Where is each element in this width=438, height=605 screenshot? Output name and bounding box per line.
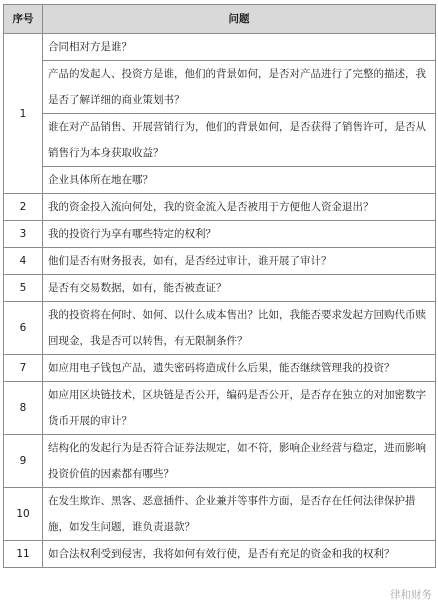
header-question: 问题 [43,5,436,34]
row-number: 10 [4,488,43,541]
question-cell: 我的投资行为享有哪些特定的权利？ [43,221,436,248]
row-number: 8 [4,382,43,435]
header-number: 序号 [4,5,43,34]
question-cell: 如合法权利受到侵害，我将如何有效行使，是否有充足的资金和我的权利？ [43,541,436,568]
question-cell: 在发生欺诈、黑客、恶意插件、企业兼并等事件方面，是否存在任何法律保护措施，如发生问题，谁负责退款？ [43,488,436,541]
watermark-text: 律和财务 [390,589,432,601]
table-row [4,275,436,302]
table-row [4,61,436,114]
table-row [4,114,436,167]
row-number: 1 [4,34,43,194]
table-row [4,302,436,355]
table-row [4,194,436,221]
question-cell: 合同相对方是谁？ [43,34,436,61]
question-cell: 结构化的发起行为是否符合证券法规定，如不符，影响企业经营与稳定，进而影响投资价值的因素都有哪些？ [43,435,436,488]
question-cell: 谁在对产品销售、开展营销行为，他们的背景如何，是否获得了销售许可，是否从销售行为本身获取收益？ [43,114,436,167]
table-row [4,435,436,488]
row-number: 4 [4,248,43,275]
question-cell: 企业具体所在地在哪？ [43,167,436,194]
row-number: 6 [4,302,43,355]
table-row [4,248,436,275]
table-row [4,355,436,382]
table-row [4,382,436,435]
question-cell: 产品的发起人、投资方是谁，他们的背景如何，是否对产品进行了完整的描述，我是否了解详细的商业策划书？ [43,61,436,114]
table-row [4,34,436,61]
table-row [4,167,436,194]
table-header-row [4,5,436,34]
question-cell: 我的投资将在何时、如何、以什么成本售出？比如，我能否要求发起方回购代币赎回现金，我是否可以转售，有无限制条件？ [43,302,436,355]
question-cell: 他们是否有财务报表，如有，是否经过审计，谁开展了审计？ [43,248,436,275]
question-cell: 我的资金投入流向何处，我的资金流入是否被用于方便他人资金退出？ [43,194,436,221]
table-row [4,221,436,248]
question-cell: 如应用区块链技术，区块链是否公开，编码是否公开，是否存在独立的对加密数字货币开展的审计？ [43,382,436,435]
row-number: 5 [4,275,43,302]
row-number: 11 [4,541,43,568]
row-number: 7 [4,355,43,382]
question-cell: 是否有交易数据，如有，能否被查证？ [43,275,436,302]
table-row [4,541,436,568]
row-number: 3 [4,221,43,248]
question-cell: 如应用电子钱包产品，遗失密码将造成什么后果，能否继续管理我的投资？ [43,355,436,382]
row-number: 2 [4,194,43,221]
question-table [3,4,436,568]
row-number: 9 [4,435,43,488]
table-row [4,488,436,541]
